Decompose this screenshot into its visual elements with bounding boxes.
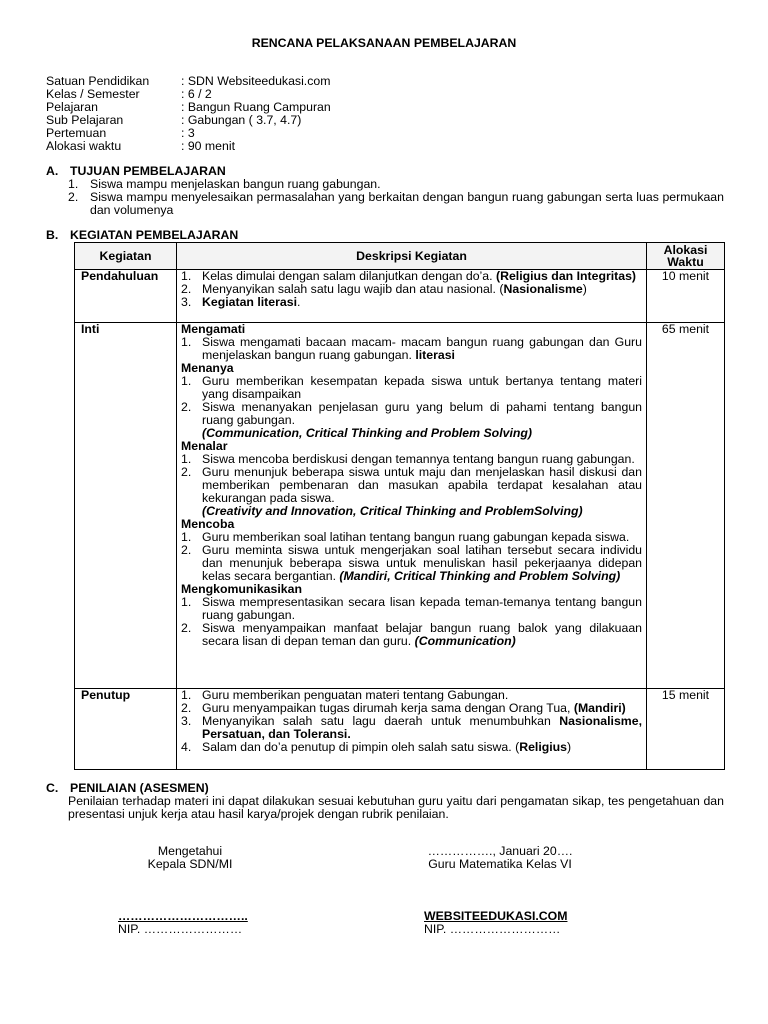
row-kegiatan-penutup: Penutup	[75, 689, 177, 770]
row-waktu-inti: 65 menit	[647, 323, 725, 689]
subheading-menanya: Menanya	[181, 361, 234, 375]
row-waktu-pendahuluan: 10 menit	[647, 270, 725, 323]
identity-block	[46, 75, 331, 153]
sig-right-line2: Guru Matematika Kelas VI	[428, 857, 572, 871]
signature-right-name	[424, 910, 567, 936]
section-a-list	[68, 178, 724, 217]
col-header-kegiatan: Kegiatan	[75, 243, 177, 270]
sig-left-nip: NIP. ……………………	[118, 922, 243, 936]
section-c-letter: C.	[46, 781, 59, 795]
sig-right-name: WEBSITEEDUKASI.COM	[424, 909, 568, 923]
table-row	[75, 323, 725, 689]
section-b-heading	[46, 229, 238, 242]
section-a-letter: A.	[46, 164, 59, 178]
section-b-title: KEGIATAN PEMBELAJARAN	[70, 228, 239, 242]
identity-value: : Bangun Ruang Campuran	[181, 100, 331, 114]
document-title: RENCANA PELAKSANAAN PEMBELAJARAN	[251, 36, 517, 50]
identity-key: Kelas / Semester	[46, 87, 140, 101]
subheading-menalar: Menalar	[181, 439, 228, 453]
row-kegiatan-pendahuluan: Pendahuluan	[75, 270, 177, 323]
list-item: 1. Siswa mampu menjelaskan bangun ruang gabungan.	[68, 177, 381, 191]
identity-key: Sub Pelajaran	[46, 113, 124, 127]
note: (Creativity and Innovation, Critical Thinking and ProblemSolving)	[202, 504, 583, 518]
section-c-text: Penilaian terhadap materi ini dapat dilakukan sesuai kebutuhan guru yaitu dari pengamatan sikap, tes pengetahuan dan presentasi unjuk kerja atau hasil karya/projek dengan rubrik penilaian.	[68, 794, 724, 821]
subheading-mengkomunikasikan: Mengkomunikasikan	[181, 582, 302, 596]
signature-left	[90, 845, 290, 871]
row-deskripsi-pendahuluan: 1. Kelas dimulai dengan salam dilanjutkan dengan do’a. (Religius dan Integritas) 2. Menyanyikan salah satu lagu wajib dan atau nasional. (Nasionalisme) 3. Kegiatan literasi.	[177, 270, 647, 323]
sig-left-name: …………………………..	[118, 909, 248, 923]
identity-key: Satuan Pendidikan	[46, 74, 150, 88]
row-deskripsi-penutup: 1. Guru memberikan penguatan materi tentang Gabungan. 2. Guru menyampaikan tugas dirumah kerja sama dengan Orang Tua, (Mandiri) 3. Menyanyikan salah satu lagu daerah untuk menumbuhkan Nasionalisme, Persatuan, dan Toleransi. 4. Salam dan do’a penutup di pimpin oleh salah satu siswa. (Religius)	[177, 689, 647, 770]
col-header-alokasi: Alokasi Waktu	[647, 243, 725, 270]
table-header-row	[75, 243, 725, 270]
identity-value: : 90 menit	[181, 139, 235, 153]
list-item: 2. Siswa mampu menyelesaikan permasalahan yang berkaitan dengan bangun ruang gabungan serta luas permukaan dan volumenya	[68, 190, 724, 217]
table-row	[75, 270, 725, 323]
section-a-title: TUJUAN PEMBELAJARAN	[70, 164, 226, 178]
sig-right-line1: ……………., Januari 20….	[427, 844, 573, 858]
identity-value: : Gabungan ( 3.7, 4.7)	[181, 113, 302, 127]
signature-right	[400, 845, 600, 871]
section-c-title: PENILAIAN (ASESMEN)	[70, 781, 209, 795]
note: (Communication, Critical Thinking and Problem Solving)	[202, 426, 532, 440]
identity-key: Pelajaran	[46, 100, 98, 114]
row-kegiatan-inti: Inti	[75, 323, 177, 689]
sig-left-line2: Kepala SDN/MI	[147, 857, 233, 871]
identity-value: : 6 / 2	[181, 87, 212, 101]
subheading-mencoba: Mencoba	[181, 517, 235, 531]
identity-key: Alokasi waktu	[46, 139, 122, 153]
signature-left-name	[118, 910, 248, 936]
sig-left-line1: Mengetahui	[157, 844, 223, 858]
row-waktu-penutup: 15 menit	[647, 689, 725, 770]
identity-value: : SDN Websiteedukasi.com	[181, 74, 331, 88]
col-header-deskripsi: Deskripsi Kegiatan	[177, 243, 647, 270]
table-row	[75, 689, 725, 770]
identity-row	[46, 140, 331, 153]
identity-value: : 3	[181, 126, 195, 140]
identity-key: Pertemuan	[46, 126, 107, 140]
activity-table	[74, 242, 725, 770]
section-b-letter: B.	[46, 228, 59, 242]
row-deskripsi-inti: Mengamati 1. Siswa mengamati bacaan macam- macam bangun ruang gabungan dan Guru menjelaskan bangun ruang gabungan. literasi Menanya 1. Guru memberikan kesempatan kepada siswa untuk bertanya tentang materi yang disampaikan 2. Siswa menanyakan penjelasan guru yang belum di pahami tentang bangun ruang gabungan. (Communication, Critical Thinking and Problem Solving) Menalar 1. Siswa mencoba berdiskusi dengan temannya tentang bangun ruang gabungan. 2. Guru menunjuk beberapa siswa untuk maju dan menjelaskan hasil diskusi dan memberikan pembenaran dan masukan apabila terdapat kesalahan atau kekurangan pada siswa. (Creativity and Innovation, Critical Thinking and ProblemSolving) Mencoba 1. Guru memberikan soal latihan tentang bangun ruang gabungan kepada siswa. 2. Guru meminta siswa untuk mengerjakan soal latihan tersebut secara individu dan menunjuk beberapa siswa untuk menuliskan hasil pekerjaanya didepan kelas secara bergantian. (Mandiri, Critical Thinking and Problem Solving) Mengkomunikasikan 1. Siswa mempresentasikan secara lisan kepada teman-temanya tentang bangun ruang gabungan. 2. Siswa menyampaikan manfaat belajar bangun ruang balok yang dilakuaan secara lisan di depan teman dan guru. (Communication)	[177, 323, 647, 689]
sig-right-nip: NIP. ………………………	[424, 922, 561, 936]
subheading-mengamati: Mengamati	[181, 322, 246, 336]
